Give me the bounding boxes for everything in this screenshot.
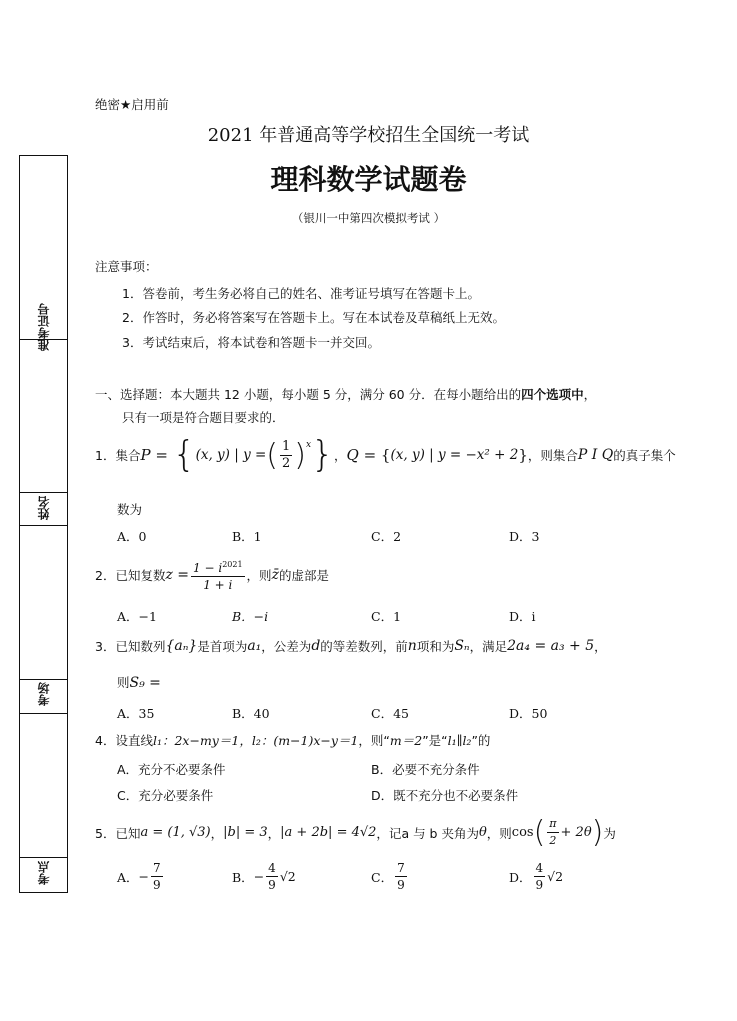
left-brace-icon: { — [172, 434, 196, 475]
question-number: 4． — [95, 733, 116, 748]
fraction-denominator: 9 — [268, 878, 276, 892]
vector-sum-magnitude: |a + 2b| = 4√2 — [280, 825, 377, 840]
question-continuation — [117, 673, 161, 691]
left-paren-icon: ( — [533, 815, 546, 850]
question-text: ”的 — [471, 733, 491, 748]
option-b — [232, 860, 296, 893]
question-text: ，记 — [376, 825, 402, 841]
paper-subtitle: （银川一中第四次模拟考试 ） — [291, 211, 446, 225]
question-text: a 与 b 夹角为 — [401, 825, 479, 841]
option-c: C．充分必要条件 — [117, 788, 214, 803]
ticket-number-label: 准考证号 — [36, 303, 51, 351]
fraction — [191, 557, 245, 593]
fraction-numerator: 1 − i — [193, 561, 223, 575]
vector-a: a = (1, √3) — [140, 825, 211, 840]
paper-title: 理科数学试题卷 — [270, 163, 467, 196]
intersection: P I Q — [577, 447, 614, 463]
question-text: ，公差为 — [261, 639, 312, 654]
section-title-line2: 只有一项是符合题目要求的． — [122, 410, 285, 425]
first-term: a₁ — [247, 638, 262, 654]
right-paren-icon: ) — [591, 815, 604, 850]
fraction-denominator: 9 — [153, 878, 161, 892]
parallel-condition: l₁∥l₂ — [447, 733, 472, 748]
section-title-emph: 四个选项中 — [521, 387, 584, 402]
set-p: P — [140, 446, 151, 464]
option-label: D． — [509, 869, 532, 885]
fraction-denominator: 1 + i — [203, 578, 233, 592]
notice-item: 1．答卷前，考生务必将自己的姓名、准考证号填写在答题卡上。 — [122, 286, 480, 301]
section-title — [95, 385, 596, 403]
question-text: 为 — [603, 825, 616, 841]
fraction-numerator: 4 — [535, 861, 544, 875]
section-title-text: 一、选择题：本大题共 12 小题，每小题 5 分，满分 60 分．在每小题给出的 — [95, 387, 522, 402]
field-label-exam-room — [20, 682, 67, 709]
option-c: C．45 — [371, 706, 409, 721]
fraction-denominator: 2 — [282, 455, 291, 471]
question-1: 1． 集合 P = { (x, y) | y = ( $\frac{1}{2}$ ) x } ， Q = { (x, y) | y = −x² + 2 } ，则集合 P I Q 的真子集个 — [95, 434, 676, 475]
strip-divider — [20, 713, 67, 714]
option-label: C． — [371, 869, 394, 885]
option-sign: − — [138, 869, 150, 884]
question-text: ，则集合 — [527, 448, 578, 463]
fraction — [280, 439, 292, 472]
option-b: B．40 — [232, 706, 270, 721]
fraction-denominator: 9 — [397, 878, 405, 892]
option-d: D．50 — [509, 706, 548, 721]
question-number: 2． — [95, 568, 116, 583]
option-label: B． — [232, 869, 254, 885]
fraction — [395, 860, 407, 893]
strip-divider — [20, 679, 67, 680]
option-a: A．0 — [117, 529, 147, 544]
fraction — [151, 860, 163, 893]
question-number: 3． — [95, 639, 116, 654]
question-text: 设直线 — [115, 733, 153, 748]
partial-sum: Sₙ — [454, 638, 470, 654]
question-text: ”是“ — [422, 733, 448, 748]
variable-n: n — [407, 638, 417, 654]
fraction-numerator: 7 — [153, 861, 161, 875]
sequence: {aₙ} — [165, 638, 198, 654]
fraction — [266, 860, 278, 893]
option-c — [371, 860, 409, 893]
question-text: 集合 — [115, 448, 141, 463]
binding-strip — [19, 155, 68, 893]
fraction — [547, 816, 558, 849]
exam-site-label: 考点 — [36, 861, 51, 885]
option-a: A．充分不必要条件 — [117, 762, 226, 777]
question-number: 1． — [95, 448, 116, 463]
option-c: C．1 — [371, 609, 402, 624]
common-difference: d — [311, 638, 321, 654]
option-d: D．3 — [509, 529, 540, 544]
field-label-ticket-number — [20, 303, 67, 354]
vector-b-magnitude: |b| = 3 — [223, 825, 268, 840]
option-a: A．35 — [117, 706, 155, 721]
variable-z: z = — [165, 567, 190, 583]
secret-mark: 绝密★启用前 — [95, 97, 169, 112]
set-p-condition: (x, y) | y = — [195, 447, 267, 463]
fraction-denominator: 2 — [549, 834, 557, 847]
numerator-exponent: 2021 — [222, 560, 243, 569]
field-label-exam-site — [20, 861, 67, 888]
strip-divider — [20, 857, 67, 858]
fraction-numerator: 7 — [397, 861, 405, 875]
question-text: 的虚部是 — [278, 568, 329, 583]
option-sign: − — [253, 869, 265, 884]
fraction-numerator: 1 — [282, 438, 291, 454]
option-tail: √2 — [279, 869, 296, 884]
question-3 — [95, 637, 607, 655]
angle-term: + 2θ — [560, 825, 592, 840]
right-paren-icon: ) — [294, 437, 307, 473]
question-text: ，则“ — [358, 733, 390, 748]
fraction-denominator: 9 — [535, 878, 544, 892]
fraction-numerator: π — [547, 816, 558, 833]
notice-item: 2．作答时，务必将答案写在答题卡上。写在本试卷及草稿纸上无效。 — [122, 310, 505, 325]
question-5 — [95, 815, 616, 850]
strip-divider — [20, 492, 67, 493]
option-tail: √2 — [547, 869, 564, 884]
question-text: 已知 — [115, 825, 141, 841]
exam-title: 2021 年普通高等学校招生全国统一考试 — [207, 125, 530, 146]
question-text: ，则 — [246, 568, 272, 583]
question-text: 项和为 — [416, 639, 455, 654]
question-2 — [95, 557, 329, 593]
question-text: ，满足 — [469, 639, 508, 654]
exam-room-label: 考场 — [36, 682, 51, 706]
right-brace-icon: } — [311, 434, 334, 475]
field-label-name — [20, 496, 67, 523]
fraction-numerator: 4 — [268, 861, 276, 875]
m-value: m＝2 — [389, 733, 423, 748]
question-text: ， — [594, 639, 607, 654]
condition: 2a₄ = a₃ + 5 — [507, 638, 595, 654]
option-d: D．既不充分也不必要条件 — [371, 788, 519, 803]
option-b: B．必要不充分条件 — [371, 762, 480, 777]
question-text: 已知复数 — [115, 568, 166, 583]
option-a: A．−1 — [117, 609, 157, 624]
option-label: A． — [117, 869, 139, 885]
question-text: ， — [210, 825, 224, 841]
strip-divider — [20, 339, 67, 340]
strip-divider — [20, 525, 67, 526]
question-text: 是首项为 — [197, 639, 248, 654]
option-b: B．−i — [232, 609, 269, 624]
option-b: B．1 — [232, 529, 262, 544]
notice-item: 3．考试结束后，将本试卷和答题卡一并交回。 — [122, 335, 380, 350]
question-number: 5． — [95, 825, 116, 841]
question-text: 则 — [117, 675, 130, 690]
notice-heading: 注意事项： — [95, 259, 158, 274]
option-c: C．2 — [371, 529, 402, 544]
section-title-comma: ， — [583, 387, 597, 402]
fraction — [534, 860, 546, 893]
line-equations: l₁：2x−my＝1，l₂：(m−1)x−y＝1 — [152, 733, 359, 748]
z-conjugate: z̄ — [271, 567, 279, 583]
exponent: x — [306, 440, 312, 450]
question-text: 的等差数列，前 — [320, 639, 408, 654]
option-d: D．i — [509, 609, 536, 624]
question-text: ，则 — [486, 825, 512, 841]
sum-s9: S₉ = — [129, 675, 161, 691]
set-q-body: (x, y) | y = −x² + 2 — [390, 447, 519, 463]
name-label: 姓名 — [36, 496, 51, 520]
question-text: ， — [267, 825, 281, 841]
cos-function: cos — [511, 825, 534, 840]
question-4 — [95, 731, 490, 749]
theta: θ — [478, 825, 487, 840]
question-text: 的真子集个 — [613, 448, 676, 463]
left-paren-icon: ( — [266, 437, 279, 473]
option-a — [117, 860, 165, 893]
question-text: 已知数列 — [115, 639, 166, 654]
set-q: Q — [346, 446, 359, 464]
question-continuation: 数为 — [117, 502, 143, 517]
option-d — [509, 860, 563, 893]
